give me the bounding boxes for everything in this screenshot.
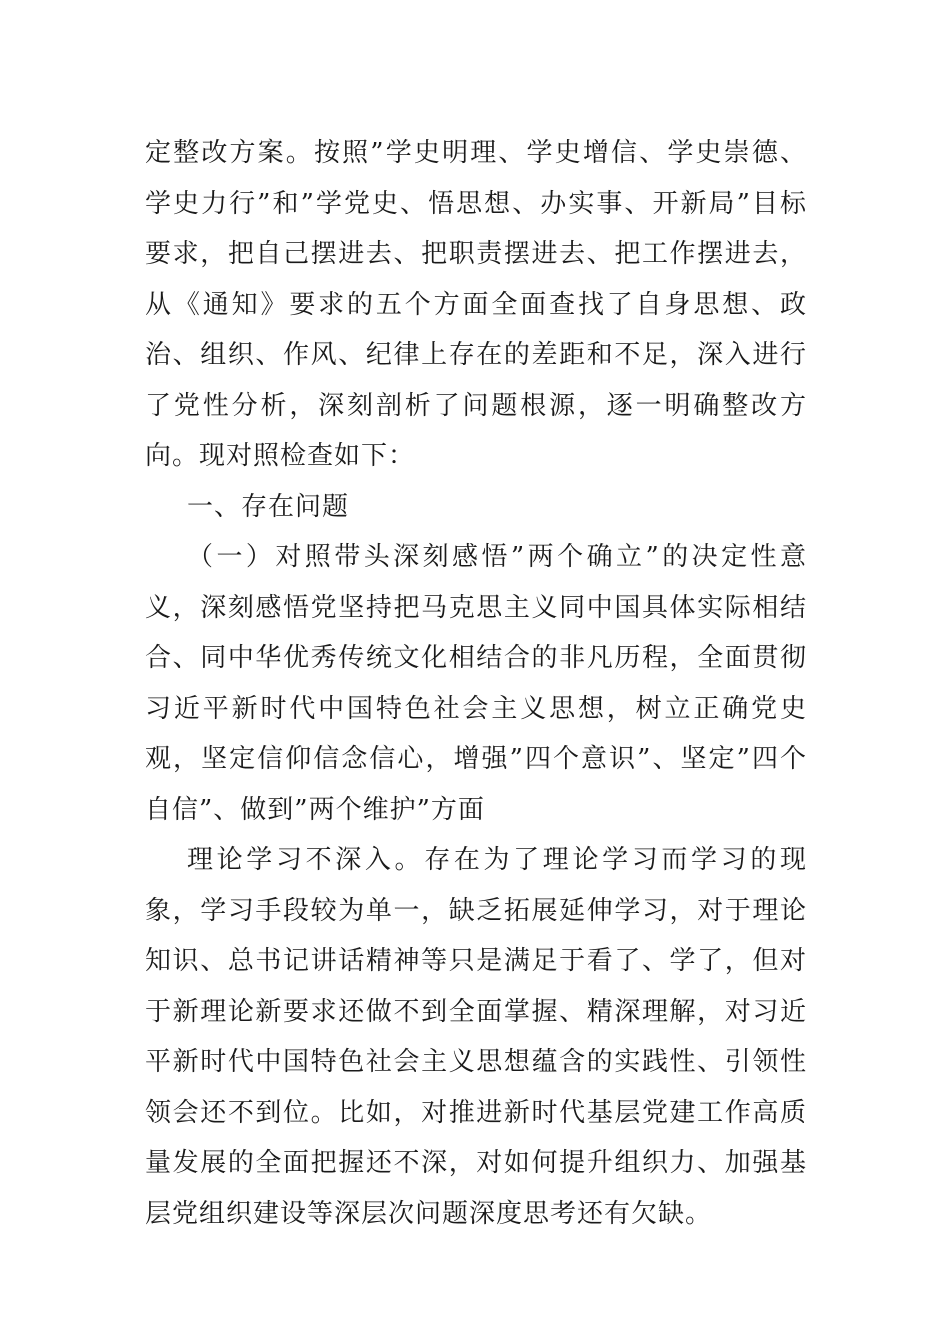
document-body [145, 128, 807, 1239]
paragraph-body: 理论学习不深入。存在为了理论学习而学习的现象，学习手段较为单一，缺乏拓展延伸学习，对于理论知识、总书记讲话精神等只是满足于看了、学了，但对于新理论新要求还做不到全面掌握、精深理解，对习近平新时代中国特色社会主义思想蕴含的实践性、引领性领会还不到位。比如，对推进新时代基层党建工作高质量发展的全面把握还不深，对如何提升组织力、加强基层党组织建设等深层次问题深度思考还有欠缺。 [145, 845, 807, 1229]
paragraph-continuation: 定整改方案。按照”学史明理、学史增信、学史崇德、学史力行”和”学党史、悟思想、办实事、开新局”目标要求，把自己摆进去、把职责摆进去、把工作摆进去，从《通知》要求的五个方面全面查找了自身思想、政治、组织、作风、纪律上存在的差距和不足，深入进行了党性分析，深刻剖析了问题根源，逐一明确整改方向。现对照检查如下： [145, 138, 807, 471]
section-heading: 一、存在问题 [187, 491, 350, 522]
subsection-heading: （一）对照带头深刻感悟”两个确立”的决定性意义，深刻感悟党坚持把马克思主义同中国具体实际相结合、同中华优秀传统文化相结合的非凡历程，全面贯彻习近平新时代中国特色社会主义思想，树立正确党史观，坚定信仰信念信心，增强”四个意识”、坚定”四个自信”、做到”两个维护”方面 [145, 542, 807, 825]
